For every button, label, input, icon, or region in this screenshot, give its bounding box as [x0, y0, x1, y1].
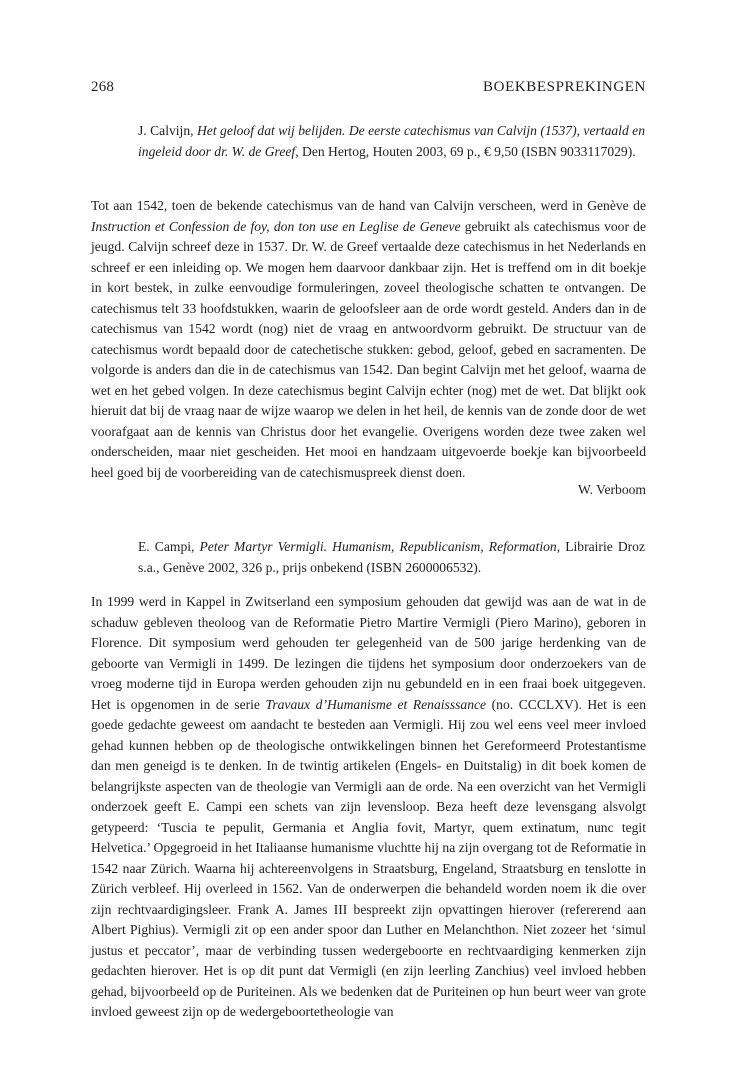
review2-italic-series: Travaux d’Humanisme et Renaisssance — [265, 696, 487, 712]
review2-citation — [138, 537, 645, 578]
review2-text-part2: (no. CCCLXV). Het is een goede gedachte geweest om aandacht te besteden aan Vermigli. Hij zou wel eens veel meer invloed gehad kunnen hebben op de theologische ontwikkelingen binnen het Gereformeerd Protestantisme dan men geneigd is te denken. In de twintig artikelen (Engels- en Duitstalig) in dit boek komen de belangrijkste aspecten van de theologie van Vermigli aan de orde. Na een overzicht van het Vermigli onderzoek geeft E. Campi een schets van zijn levensloop. Beza heeft deze levensgang alsvolgt getypeerd: ‘Tuscia te pepulit, Germania et Anglia fovit, Martyr, quem extinatum, nunc tegit Helvetica.’ Opgegroeid in het Italiaanse humanisme vluchtte hij na zijn overgang tot de Reformatie in 1542 naar Zürich. Waarna hij achtereenvolgens in Straatsburg, Engeland, Straatsburg en tenslotte in Zürich verbleef. Hij overleed in 1562. Van de onderwerpen die behandeld worden noem ik die over zijn rechtvaardigingsleer. Frank A. James III bespreekt zijn opvattingen hierover (refererend aan Albert Pighius). Vermigli zit op een ander spoor dan Luther en Melanchthon. Niet zozeer het ‘simul justus et peccator’, maar de verbinding tussen wedergeboorte en rechtvaardiging kenmerken zijn gedachten hierover. Het is op dit punt dat Vermigli (en zijn leerling Zanchius) veel invloed hebben gehad, bijvoorbeeld op de Puriteinen. Als we bedenken dat de Puriteinen op hun beurt weer van grote invloed geweest zijn op de wedergeboortetheologie van — [91, 696, 646, 1019]
section-title: BOEKBESPREKINGEN — [483, 79, 646, 95]
review1-text-part1: Tot aan 1542, toen de bekende catechismus van de hand van Calvijn verscheen, werd in Genève de — [91, 198, 646, 213]
page-number: 268 — [91, 79, 115, 95]
review1-italic-title: Instruction et Confession de foy, don ton use en Leglise de Geneve — [91, 218, 461, 234]
review2-publication-details: , Librairie Droz s.a., Genève 2002, 326 p., prijs onbekend (ISBN 2600006532). — [138, 539, 645, 575]
review1-publication-details: , Den Hertog, Houten 2003, 69 p., € 9,50 (ISBN 9033117029). — [295, 143, 636, 159]
review1-book-title: Het geloof dat wij belijden. De eerste catechismus van Calvijn (1537), vertaald en ingeleid door dr. W. de Greef — [138, 123, 645, 159]
review1-body — [91, 196, 646, 483]
review1-reviewer: W. Verboom — [578, 482, 646, 497]
review2-author: E. Campi, — [138, 539, 200, 554]
review2-book-title: Peter Martyr Vermigli. Humanism, Republicanism, Reformation — [199, 539, 557, 554]
review1-paragraph — [91, 196, 646, 483]
review1-text-part2: gebruikt als catechismus voor de jeugd. Calvijn schreef deze in 1537. Dr. W. de Greef vertaalde deze catechismus in het Nederlands en schreef er een inleiding op. We mogen hem daarvoor dankbaar zijn. Het is treffend om in dit boekje in kort bestek, in zulke eenvoudige formuleringen, zoveel theologische schatten te ontvangen. De catechismus telt 33 hoofdstukken, waarin de geloofsleer aan de orde wordt gesteld. Anders dan in de catechismus van 1542 wordt (nog) niet de vraag en antwoordvorm gebruikt. De structuur van de catechismus wordt bepaald door de catechetische stukken: gebod, geloof, gebed en sacramenten. De volgorde is anders dan die in de catechismus van 1542. Dan begint Calvijn met het geloof, waarna de wet en het gebed volgen. In deze catechismus begint Calvijn echter (nog) met de wet. Dat blijkt ook hieruit dat bij de vraag naar de wijze waarop we delen in het heil, de kennis van de zonde door de wet voorafgaat aan de kennis van Christus door het evangelie. Overigens worden deze twee zaken wel onderscheiden, maar niet gescheiden. Het mooi en handzaam uitgevoerde boekje kan bijvoorbeeld heel goed bij de voorbereiding van de catechismuspreek dienst doen. — [91, 218, 646, 480]
review2-body — [91, 592, 646, 1023]
review2-text-part1: In 1999 werd in Kappel in Zwitserland een symposium gehouden dat gewijd was aan de wat in de schaduw gebleven theoloog van de Reformatie Pietro Martire Vermigli (Piero Marino), geboren in Florence. Dit symposium werd gehouden ter gelegenheid van de 500 jarige herdenking van de geboorte van Vermigli in 1499. De lezingen die tijdens het symposium door onderzoekers van de vroeg moderne tijd in Europa werden gehouden zijn nu gebundeld en in een fraai boek uitgegeven. Het is opgenomen in de serie — [91, 594, 646, 712]
review1-citation — [138, 121, 645, 162]
review2-paragraph — [91, 592, 646, 1023]
review1-author: J. Calvijn, — [138, 123, 197, 138]
